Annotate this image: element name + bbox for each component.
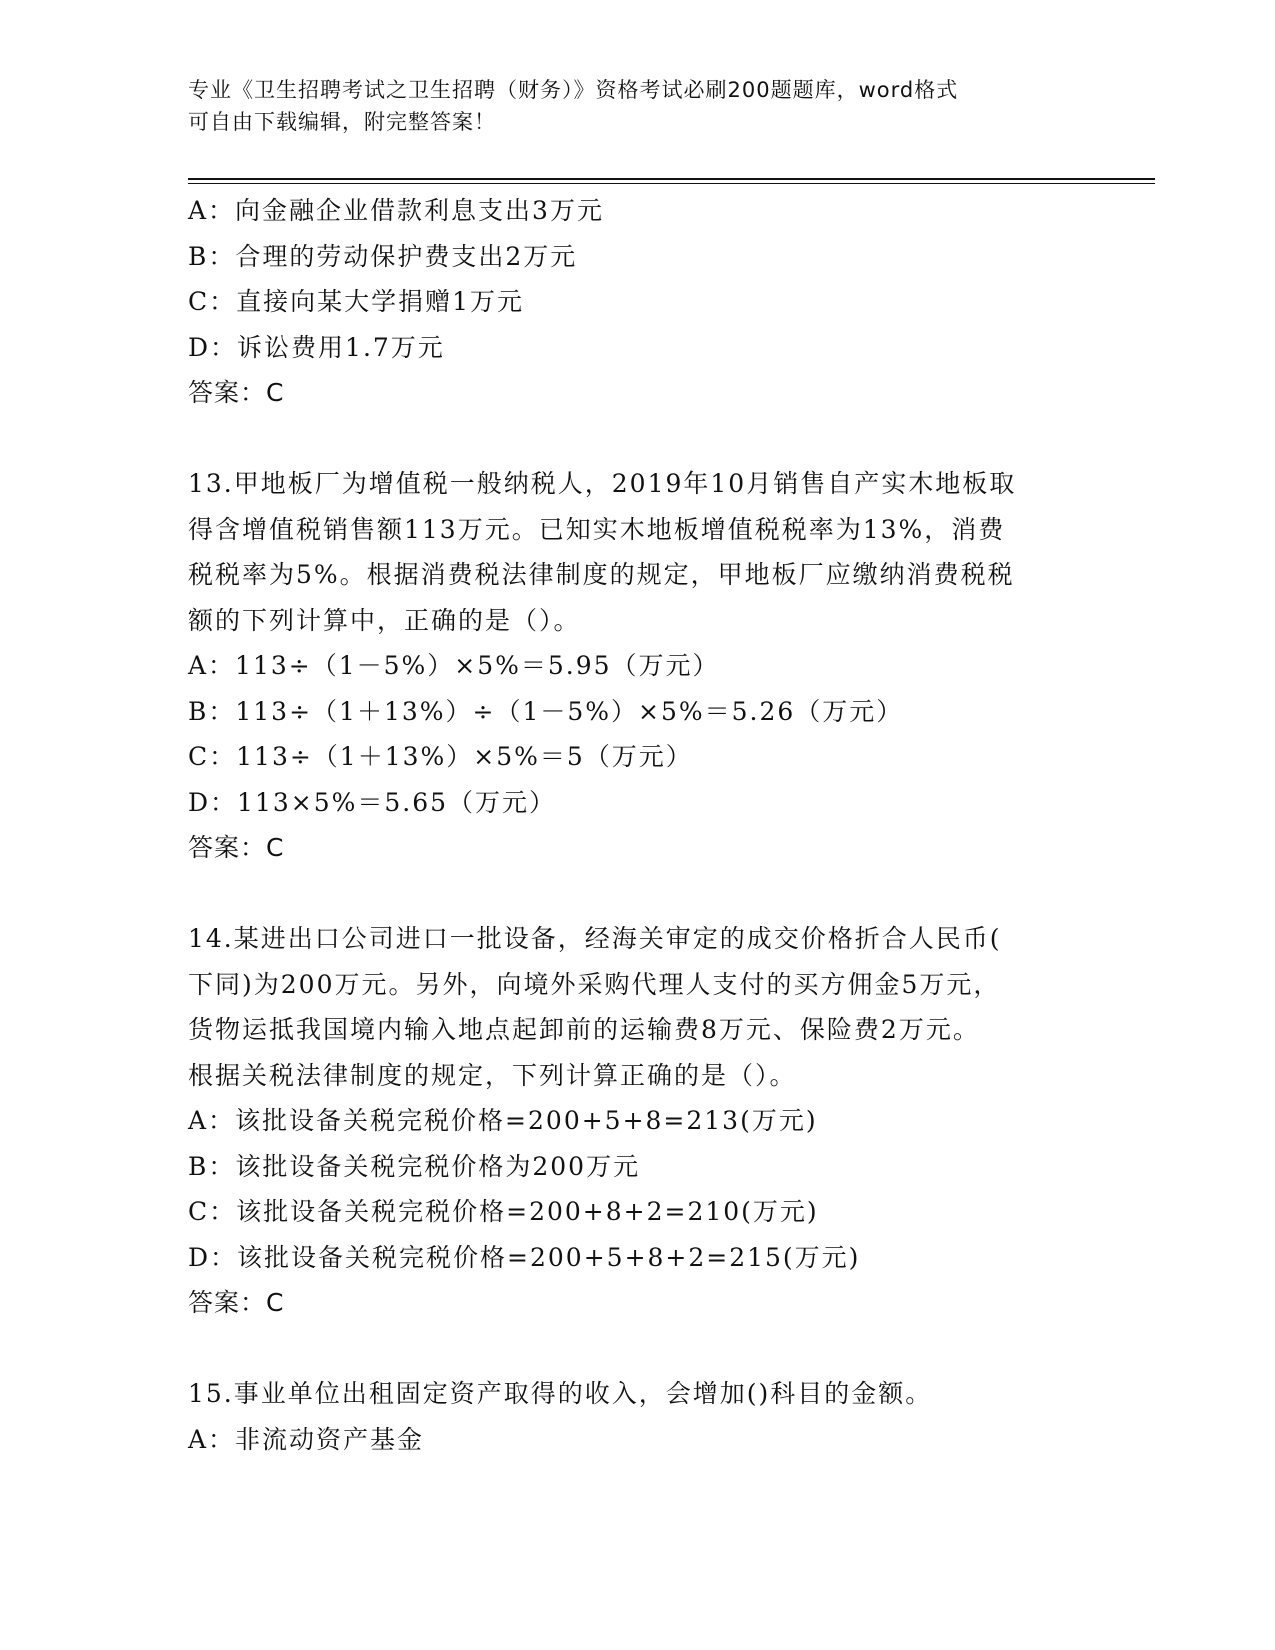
question-14 [188, 916, 1088, 1326]
option-c: C：该批设备关税完税价格=200+8+2=210(万元) [188, 1197, 819, 1226]
spacer [188, 871, 1088, 917]
answer: 答案：C [188, 833, 285, 862]
option-b: B：合理的劳动保护费支出2万元 [188, 241, 578, 271]
question-stem-line: 14.某进出口公司进口一批设备，经海关审定的成交价格折合人民币( [188, 924, 1002, 953]
option-d: D：113×5%＝5.65（万元） [188, 787, 557, 817]
question-stem-line: 根据关税法律制度的规定，下列计算正确的是（）。 [188, 1060, 797, 1090]
question-stem-line: 15.事业单位出租固定资产取得的收入，会增加()科目的金额。 [188, 1379, 933, 1408]
answer: 答案：C [188, 1288, 285, 1317]
option-c: C：直接向某大学捐赠1万元 [188, 287, 525, 316]
option-d: D：诉讼费用1.7万元 [188, 332, 445, 362]
option-a: A：该批设备关税完税价格=200+5+8=213(万元) [188, 1106, 818, 1135]
header-divider-thick [188, 178, 1155, 180]
question-15 [188, 1371, 1088, 1462]
option-a: A：向金融企业借款利息支出3万元 [188, 196, 604, 225]
header-divider-thin [188, 183, 1155, 184]
spacer [188, 1326, 1088, 1372]
spacer [188, 416, 1088, 462]
document-body [188, 188, 1088, 1462]
option-a: A：113÷（1－5%）×5%＝5.95（万元） [188, 651, 720, 680]
question-stem-line: 13.甲地板厂为增值税一般纳税人，2019年10月销售自产实木地板取 [188, 469, 1017, 498]
question-12-options [188, 188, 1088, 416]
question-stem-line: 下同)为200万元。另外，向境外采购代理人支付的买方佣金5万元， [188, 969, 1001, 999]
question-stem-line: 税税率为5%。根据消费税法律制度的规定，甲地板厂应缴纳消费税税 [188, 560, 1015, 589]
question-13 [188, 461, 1088, 871]
question-stem-line: 额的下列计算中，正确的是（）。 [188, 605, 581, 635]
option-b: B：113÷（1＋13%）÷（1－5%）×5%＝5.26（万元） [188, 696, 904, 726]
answer: 答案：C [188, 378, 285, 407]
option-c: C：113÷（1＋13%）×5%＝5（万元） [188, 742, 693, 771]
option-b: B：该批设备关税完税价格为200万元 [188, 1151, 641, 1181]
header-title-line-2: 可自由下载编辑，附完整答案！ [188, 110, 496, 134]
page-header [188, 74, 1088, 138]
option-d: D：该批设备关税完税价格=200+5+8+2=215(万元) [188, 1242, 861, 1272]
header-title-line-1: 专业《卫生招聘考试之卫生招聘（财务）》资格考试必刷200题题库，word格式 [188, 78, 959, 102]
question-stem-line: 货物运抵我国境内输入地点起卸前的运输费8万元、保险费2万元。 [188, 1015, 980, 1044]
question-stem-line: 得含增值税销售额113万元。已知实木地板增值税税率为13%，消费 [188, 514, 1006, 544]
option-a: A：非流动资产基金 [188, 1424, 425, 1454]
